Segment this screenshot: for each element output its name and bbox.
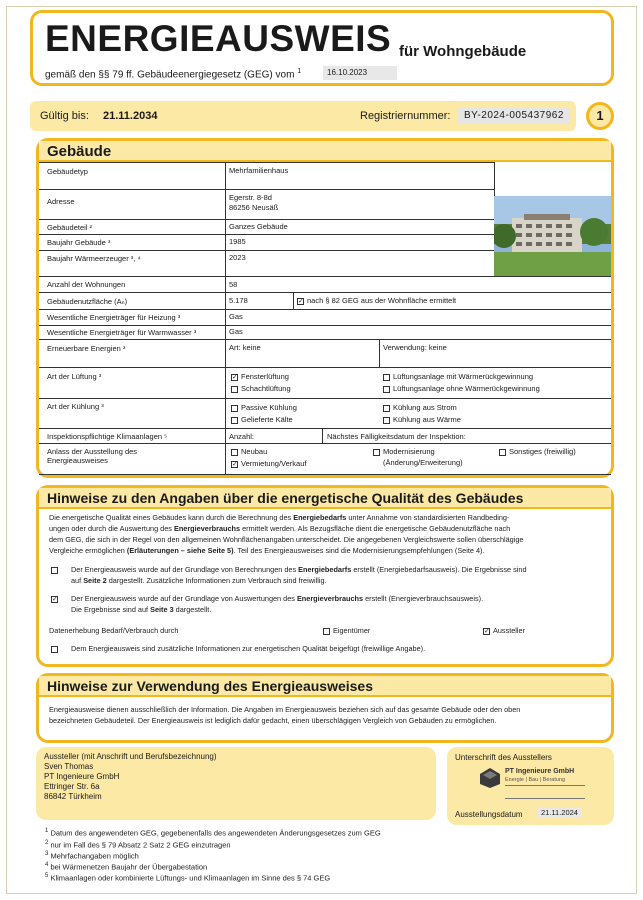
- issuer-city: 86842 Türkheim: [44, 792, 102, 801]
- ac-count-label: Anzahl:: [229, 432, 255, 441]
- energy-notes-line2: ungen oder durch die Auswertung des Energieverbrauchs ermittelt werden. Als Bezugsfläche dient die energetische Gebäudenutzfläche nach: [49, 524, 511, 533]
- building-type-label: Gebäudetyp: [47, 167, 88, 176]
- issuer-checkbox[interactable]: ✓ Aussteller: [484, 626, 526, 635]
- ventilation-recovery-checkbox[interactable]: Lüftungsanlage mit Wärmerückgewinnung: [383, 372, 533, 381]
- issue-date-value: 21.11.2024: [537, 807, 582, 818]
- issue-reason-label: Anlass der Ausstellung des Energieausweises: [47, 447, 138, 465]
- construction-year-value: 1985: [229, 237, 246, 246]
- energy-notes-line1: Die energetische Qualität eines Gebäudes kann durch die Berechnung des Energiebedarfs unter Annahme von standardisierten Randbeding-: [49, 513, 510, 522]
- construction-year-label: Baujahr Gebäude ³: [47, 238, 111, 247]
- registration-number: BY-2024-005437962: [458, 108, 570, 123]
- renewable-type: Art: keine: [229, 343, 261, 352]
- usage-notes-line1: Energieausweise dienen ausschließlich der Information. Die Angaben im Energieausweis beziehen sich auf das gesamte Gebäude oder den oben: [49, 705, 521, 714]
- apartments-label: Anzahl der Wohnungen: [47, 280, 126, 289]
- issuer-name: Sven Thomas: [44, 762, 94, 771]
- issuer-box: [36, 747, 436, 820]
- consumption-certificate-text2: Die Ergebnisse sind auf Seite 3 dargestellt.: [71, 605, 212, 614]
- ac-inspection-label: Inspektionspflichtige Klimaanlagen ⁵: [47, 432, 168, 441]
- energy-notes-line4: Vergleiche ermöglichen (Erläuterungen – siehe Seite 5). Teil des Energieausweises sind die Modernisierungsempfehlungen (Seite 4).: [49, 546, 485, 555]
- ventilation-shaft-checkbox[interactable]: Schachtlüftung: [231, 384, 291, 393]
- heater-year-value: 2023: [229, 253, 246, 262]
- page-number-badge: 1: [586, 102, 614, 130]
- building-part-value: Ganzes Gebäude: [229, 222, 288, 231]
- hotwater-carrier-value: Gas: [229, 327, 243, 336]
- issuer-company: PT Ingenieure GmbH: [44, 772, 120, 781]
- energy-notes-title: Hinweise zu den Angaben über die energetische Qualität des Gebäudes: [39, 488, 611, 509]
- consumption-certificate-checkbox[interactable]: ✓: [52, 595, 58, 603]
- demand-certificate-checkbox[interactable]: [51, 564, 61, 575]
- heating-carrier-label: Wesentliche Energieträger für Heizung ³: [47, 313, 181, 322]
- demand-certificate-text2: auf Seite 2 dargestellt. Zusätzliche Informationen zum Verbrauch sind freiwillig.: [71, 576, 327, 585]
- address-line2: 86256 Neusäß: [229, 203, 279, 212]
- renewable-usage: Verwendung: keine: [383, 343, 447, 352]
- reason-other-checkbox[interactable]: Sonstiges (freiwillig): [499, 447, 576, 456]
- data-collection-label: Datenerhebung Bedarf/Verbrauch durch: [49, 626, 179, 635]
- reason-modernization-sub: (Änderung/Erweiterung): [383, 458, 463, 467]
- floor-area-value: 5.178: [229, 296, 248, 305]
- usage-notes-title: Hinweise zur Verwendung des Energieausweises: [39, 676, 611, 697]
- owner-checkbox[interactable]: Eigentümer: [323, 625, 370, 636]
- legal-date-field: 16.10.2023: [323, 66, 397, 80]
- address-label: Adresse: [47, 197, 75, 206]
- address-line1: Egerstr. 8-8d: [229, 193, 272, 202]
- document-title: ENERGIEAUSWEIS: [45, 18, 392, 59]
- document-subtitle: für Wohngebäude: [399, 43, 527, 60]
- building-section-title: Gebäude: [39, 141, 611, 162]
- validity-bar: [30, 101, 576, 131]
- footnote-1: $^1$ Datum des angewendeten GEG, gegebenenfalls des angewendeten Änderungsgesetzes zum GEG: [45, 828, 381, 838]
- footnote-5: $^5$ Klimaanlagen oder kombinierte Lüftungs- und Klimaanlagen im Sinne des § 74 GEG: [45, 873, 331, 883]
- apartments-value: 58: [229, 280, 238, 289]
- reason-rental-checkbox[interactable]: ✓ Vermietung/Verkauf: [232, 459, 307, 468]
- renewable-label: Erneuerbare Energien ³: [47, 344, 126, 353]
- cooling-electric-checkbox[interactable]: Kühlung aus Strom: [383, 403, 457, 412]
- registration-label: Registriernummer:: [360, 110, 451, 122]
- signature-box: [447, 747, 614, 825]
- ac-due-date-label: Nächstes Fälligkeitsdatum der Inspektion:: [327, 432, 466, 441]
- reason-modernization-checkbox[interactable]: Modernisierung: [373, 447, 435, 456]
- header-box: [30, 10, 614, 86]
- signature-label: Unterschrift des Ausstellers: [455, 753, 552, 762]
- ventilation-norecovery-checkbox[interactable]: Lüftungsanlage ohne Wärmerückgewinnung: [383, 384, 540, 393]
- heater-year-label: Baujahr Wärmeerzeuger ³, ⁴: [47, 254, 141, 263]
- floor-area-label: Gebäudenutzfläche (Aₙ): [47, 297, 128, 306]
- ventilation-label: Art der Lüftung ³: [47, 372, 102, 381]
- building-part-label: Gebäudeteil ²: [47, 223, 93, 232]
- usage-notes-line2: bezeichneten Gebäudeteil. Der Energieausweis ist lediglich dafür gedacht, einen überschlägigen Vergleich von Gebäuden zu ermöglichen.: [49, 716, 497, 725]
- issuer-label: Aussteller (mit Anschrift und Berufsbezeichnung): [44, 752, 217, 761]
- reason-new-checkbox[interactable]: Neubau: [231, 447, 267, 456]
- company-stamp: PT Ingenieure GmbH Energie | Bau | Beratung: [479, 765, 589, 807]
- floor-area-checkbox[interactable]: ✓ nach § 82 GEG aus der Wohnfläche ermittelt: [298, 296, 457, 305]
- additional-info-checkbox[interactable]: [51, 643, 61, 654]
- hotwater-carrier-label: Wesentliche Energieträger für Warmwasser ³: [47, 328, 197, 337]
- building-type-value: Mehrfamilienhaus: [229, 166, 289, 175]
- ventilation-window-checkbox[interactable]: ✓ Fensterlüftung: [232, 372, 289, 381]
- issuer-street: Ettringer Str. 6a: [44, 782, 100, 791]
- footnote-4: $^4$ bei Wärmenetzen Baujahr der Übergabestation: [45, 862, 208, 872]
- building-photo: [494, 196, 611, 276]
- valid-until-label: Gültig bis:: [40, 110, 89, 122]
- heating-carrier-value: Gas: [229, 312, 243, 321]
- usage-notes-section: [36, 673, 614, 743]
- cooling-passive-checkbox[interactable]: Passive Kühlung: [231, 403, 297, 412]
- stamp-logo-icon: [479, 767, 501, 789]
- cooling-heat-checkbox[interactable]: Kühlung aus Wärme: [383, 415, 461, 424]
- additional-info-text: Dem Energieausweis sind zusätzliche Informationen zur energetischen Qualität beigefügt (freiwillige Angabe).: [71, 644, 426, 653]
- cooling-delivered-checkbox[interactable]: Gelieferte Kälte: [231, 415, 293, 424]
- consumption-certificate-text: Der Energieausweis wurde auf der Grundlage von Auswertungen des Energieverbrauchs erstellt (Energieverbrauchsausweis).: [71, 594, 484, 603]
- issue-date-label: Ausstellungsdatum: [455, 810, 523, 819]
- cooling-label: Art der Kühlung ³: [47, 402, 104, 411]
- demand-certificate-text: Der Energieausweis wurde auf der Grundlage von Berechnungen des Energiebedarfs erstellt (Energiebedarfsausweis). Die Ergebnisse sind: [71, 565, 527, 574]
- legal-basis: gemäß den §§ 79 ff. Gebäudeenergiegesetz (GEG) vom $^1$: [45, 68, 302, 81]
- energy-notes-line3: dem GEG, die sich in der Regel von den allgemeinen Wohnflächenangaben unterscheidet. Die angegebenen Vergleichswerte sollen überschlägige: [49, 535, 524, 544]
- footnote-2: $^2$ nur im Fall des § 79 Absatz 2 Satz 2 GEG einzutragen: [45, 840, 231, 850]
- valid-until-date: 21.11.2034: [103, 110, 158, 122]
- energy-notes-section: [36, 485, 614, 667]
- footnote-3: $^3$ Mehrfachangaben möglich: [45, 851, 139, 861]
- building-section: [36, 138, 614, 478]
